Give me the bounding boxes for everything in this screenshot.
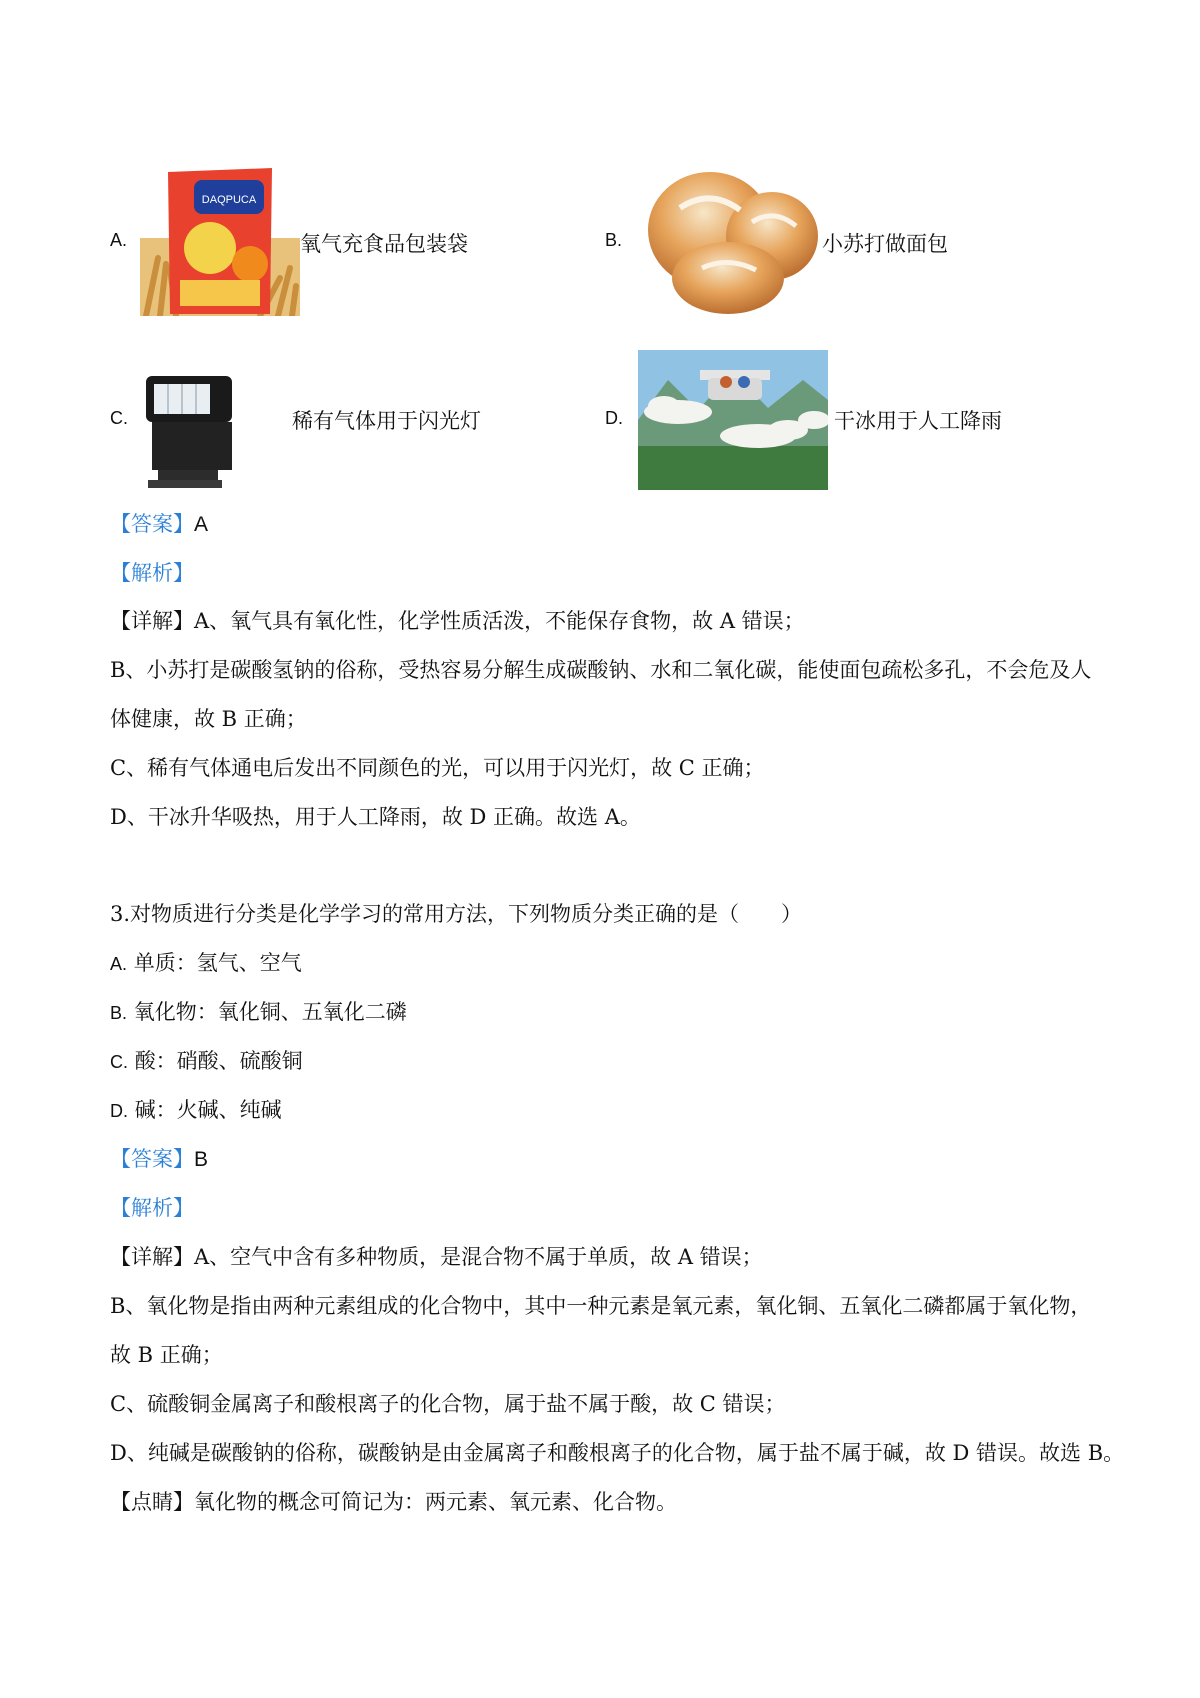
- q2-option-a-label: A.: [110, 230, 128, 250]
- q2-option-a-text: 氧气充食品包装袋: [300, 232, 468, 256]
- snack-bag-icon: [140, 168, 300, 316]
- q3-option-d-text: 碱：火碱、纯碱: [134, 1098, 282, 1122]
- q3-tip-line: 【点睛】氧化物的概念可简记为：两元素、氧元素、化合物。: [110, 1490, 677, 1514]
- q3-option-d: [110, 1094, 282, 1124]
- q3-detail-line: 【详解】A、空气中含有多种物质，是混合物不属于单质，故 A 错误；: [110, 1245, 763, 1269]
- q2-detail-line: C、稀有气体通电后发出不同颜色的光，可以用于闪光灯，故 C 正确；: [110, 756, 765, 780]
- bread-icon: [640, 168, 820, 316]
- q2-option-d-text: 干冰用于人工降雨: [834, 409, 1002, 433]
- q3-detail-line: B、氧化物是指由两种元素组成的化合物中，其中一种元素是氧元素，氧化铜、五氧化二磷都属于氧化物，: [110, 1294, 1092, 1318]
- q3-option-c-label: C.: [110, 1052, 128, 1072]
- q2-answer-line: [110, 508, 208, 538]
- q2-option-b-text: 小苏打做面包: [822, 232, 948, 256]
- q3-option-c-text: 酸：硝酸、硫酸铜: [134, 1049, 303, 1073]
- q2-detail-line: 体健康，故 B 正确；: [110, 707, 307, 731]
- q2-option-c-text: 稀有气体用于闪光灯: [292, 409, 481, 433]
- q3-answer-line: [110, 1143, 208, 1173]
- q3-option-a: [110, 947, 302, 977]
- q3-answer-value: B: [194, 1148, 209, 1171]
- q2-analysis-tag: 【解析】: [110, 561, 194, 585]
- q3-option-c: [110, 1045, 303, 1075]
- q3-analysis-tag: 【解析】: [110, 1196, 194, 1220]
- q3-option-b: [110, 996, 407, 1026]
- cloud-seeding-plane-icon: [638, 350, 828, 490]
- q3-option-b-label: B.: [110, 1003, 128, 1023]
- q2-option-b-label: B.: [605, 230, 623, 250]
- q3-option-a-text: 单质：氢气、空气: [133, 951, 302, 975]
- q2-option-c-label: C.: [110, 408, 128, 428]
- flash-light-icon: [140, 372, 240, 490]
- q2-answer-tag: 【答案】: [110, 512, 194, 536]
- q3-option-d-label: D.: [110, 1101, 128, 1121]
- snack-brand-text: DAQPUCA: [201, 194, 257, 206]
- q2-option-d-label: D.: [605, 408, 623, 428]
- q3-option-a-label: A.: [110, 954, 128, 974]
- q3-question: 3.对物质进行分类是化学学习的常用方法，下列物质分类正确的是（ ）: [110, 902, 803, 926]
- q3-analysis-line: [110, 1192, 194, 1222]
- q2-detail-line: 【详解】A、氧气具有氧化性，化学性质活泼，不能保存食物，故 A 错误；: [110, 609, 805, 633]
- q2-detail-line: D、干冰升华吸热，用于人工降雨，故 D 正确。故选 A。: [110, 805, 641, 829]
- q2-answer-value: A: [194, 513, 209, 536]
- q3-option-b-text: 氧化物：氧化铜、五氧化二磷: [133, 1000, 407, 1024]
- q2-analysis-line: [110, 557, 194, 587]
- q3-detail-line: 故 B 正确；: [110, 1343, 223, 1367]
- q2-detail-line: B、小苏打是碳酸氢钠的俗称，受热容易分解生成碳酸钠、水和二氧化碳，能使面包疏松多孔，不会危及人: [110, 658, 1092, 682]
- q3-detail-line: C、硫酸铜金属离子和酸根离子的化合物，属于盐不属于酸，故 C 错误；: [110, 1392, 786, 1416]
- q3-detail-line: D、纯碱是碳酸钠的俗称，碳酸钠是由金属离子和酸根离子的化合物，属于盐不属于碱，故 D 错误。故选 B。: [110, 1441, 1125, 1465]
- q3-answer-tag: 【答案】: [110, 1147, 194, 1171]
